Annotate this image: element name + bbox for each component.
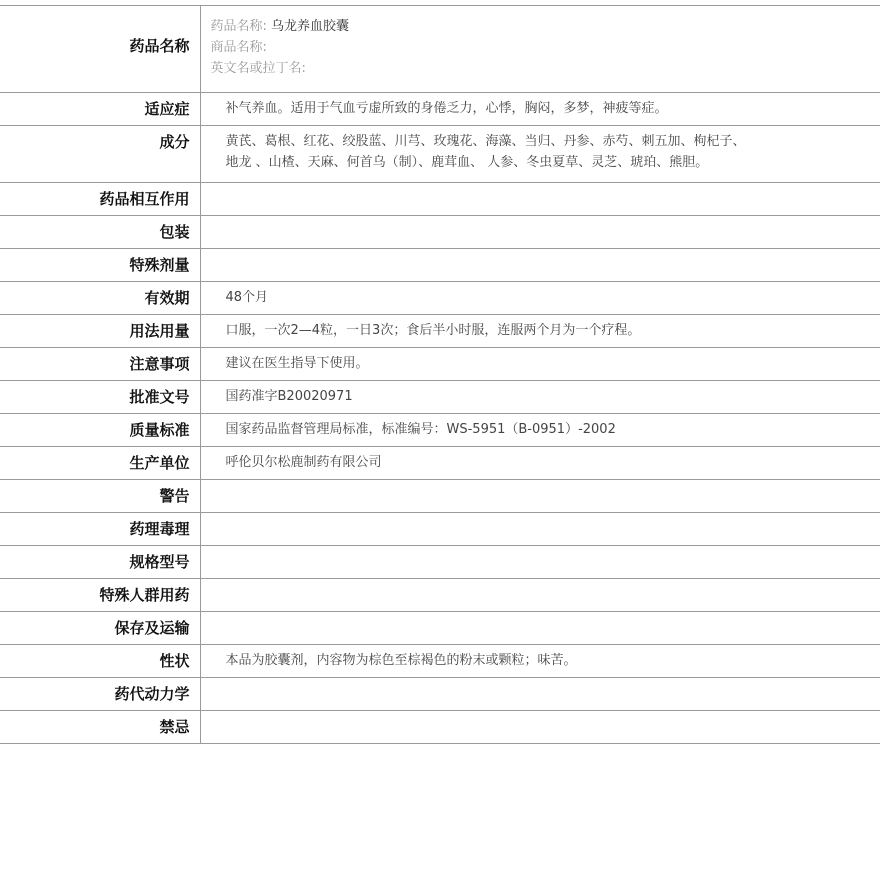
row-packaging (0, 216, 880, 249)
ingredients-line: 地龙 、山楂、天麻、何首乌（制）、鹿茸血、 人参、冬虫夏草、灵芝、琥珀、熊胆。 (225, 155, 709, 170)
row-label: 包装 (0, 216, 200, 249)
row-indications (0, 93, 880, 126)
row-value: 48个月 (200, 282, 880, 315)
row-value: 国家药品监督管理局标准，标准编号：WS-5951（B-0951）-2002 (200, 414, 880, 447)
drug-spec-table (0, 5, 880, 744)
row-value (200, 126, 880, 183)
row-label: 药品相互作用 (0, 183, 200, 216)
trade-name-key: 商品名称: (210, 40, 267, 55)
generic-name-value: 乌龙养血胶囊 (271, 19, 350, 34)
trade-name-line (211, 37, 880, 58)
row-value (200, 711, 880, 744)
row-approval-number (0, 381, 880, 414)
row-label: 规格型号 (0, 546, 200, 579)
row-contraindications (0, 711, 880, 744)
row-label: 保存及运输 (0, 612, 200, 645)
row-warnings (0, 480, 880, 513)
row-pharmacokinetics (0, 678, 880, 711)
row-label: 生产单位 (0, 447, 200, 480)
ingredients-line: 黄芪、葛根、红花、绞股蓝、川芎、玫瑰花、海藻、当归、丹参、赤芍、刺五加、枸杞子、 (225, 134, 746, 149)
row-label: 警告 (0, 480, 200, 513)
row-special-dosage (0, 249, 880, 282)
row-label: 药代动力学 (0, 678, 200, 711)
row-manufacturer (0, 447, 880, 480)
row-label: 药品名称 (0, 6, 200, 93)
row-label: 适应症 (0, 93, 200, 126)
row-value (200, 612, 880, 645)
row-label: 禁忌 (0, 711, 200, 744)
row-label: 用法用量 (0, 315, 200, 348)
row-label: 特殊人群用药 (0, 579, 200, 612)
row-value (200, 579, 880, 612)
row-value (200, 216, 880, 249)
row-value: 建议在医生指导下使用。 (200, 348, 880, 381)
row-value: 呼伦贝尔松鹿制药有限公司 (200, 447, 880, 480)
row-value (200, 183, 880, 216)
row-quality-standard (0, 414, 880, 447)
row-value (200, 678, 880, 711)
row-precautions (0, 348, 880, 381)
row-value: 国药准字B20020971 (200, 381, 880, 414)
row-value (200, 480, 880, 513)
row-label: 有效期 (0, 282, 200, 315)
row-specification (0, 546, 880, 579)
row-special-populations (0, 579, 880, 612)
row-storage-transport (0, 612, 880, 645)
generic-name-key: 药品名称: (210, 19, 267, 34)
row-label: 药理毒理 (0, 513, 200, 546)
row-label: 注意事项 (0, 348, 200, 381)
english-name-key: 英文名或拉丁名: (210, 61, 306, 76)
row-value: 补气养血。适用于气血亏虚所致的身倦乏力，心悸，胸闷，多梦，神疲等症。 (200, 93, 880, 126)
row-value: 本品为胶囊剂，内容物为棕色至棕褐色的粉末或颗粒；味苦。 (200, 645, 880, 678)
row-label: 质量标准 (0, 414, 200, 447)
row-interactions (0, 183, 880, 216)
row-value (200, 546, 880, 579)
row-value (200, 6, 880, 93)
row-description (0, 645, 880, 678)
row-drug-name (0, 6, 880, 93)
row-value: 口服，一次2—4粒，一日3次；食后半小时服，连服两个月为一个疗程。 (200, 315, 880, 348)
row-dosage (0, 315, 880, 348)
row-label: 批准文号 (0, 381, 200, 414)
row-ingredients (0, 126, 880, 183)
row-label: 成分 (0, 126, 200, 183)
row-value (200, 513, 880, 546)
row-shelf-life (0, 282, 880, 315)
english-name-line (211, 58, 880, 79)
row-label: 性状 (0, 645, 200, 678)
row-value (200, 249, 880, 282)
row-label: 特殊剂量 (0, 249, 200, 282)
generic-name-line (211, 16, 880, 37)
row-pharmacology-toxicology (0, 513, 880, 546)
